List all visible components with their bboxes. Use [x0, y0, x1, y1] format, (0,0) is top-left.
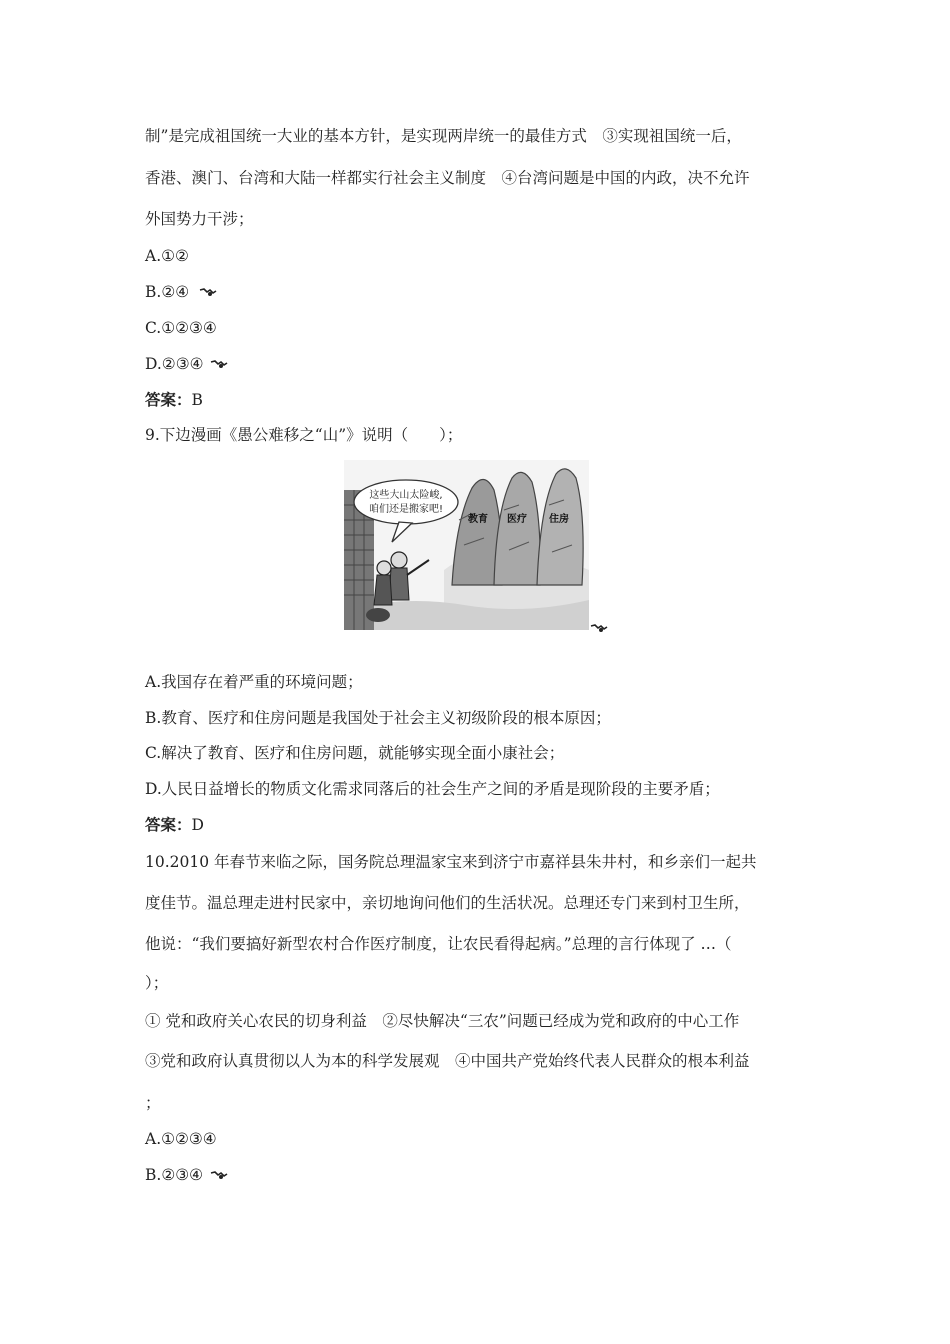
mountain-label-education: 教育 — [468, 514, 488, 525]
q10-text-line-6: ③党和政府认真贯彻以人为本的科学发展观 ④中国共产党始终代表人民群众的根本利益 — [145, 1052, 750, 1070]
q8-option-c: C.①②③④ — [145, 319, 217, 337]
scribble-mark-icon — [590, 623, 608, 633]
q9-option-b: B.教育、医疗和住房问题是我国处于社会主义初级阶段的根本原因； — [145, 709, 611, 727]
q8-option-d: D.②③④ — [145, 355, 204, 373]
q10-option-a: A.①②③④ — [145, 1130, 217, 1148]
scribble-mark-icon — [199, 287, 217, 297]
q9-option-c: C.解决了教育、医疗和住房问题，就能够实现全面小康社会； — [145, 744, 565, 762]
q10-text-line-4: ）； — [145, 974, 169, 992]
q10-option-b: B.②③④ — [145, 1166, 204, 1184]
q9-option-a: A.我国存在着严重的环境问题； — [145, 673, 363, 691]
scribble-mark-icon — [210, 359, 228, 369]
q9-option-d: D.人民日益增长的物质文化需求同落后的社会生产之间的矛盾是现阶段的主要矛盾； — [145, 780, 720, 798]
mountain-label-medical: 医疗 — [507, 514, 527, 525]
q8-answer — [145, 389, 203, 411]
q10-text-line-7: ； — [145, 1094, 161, 1112]
q8-option-b: B.②④ — [145, 283, 190, 301]
answer-label: 答案： — [145, 391, 192, 409]
q8-text-line-2: 香港、澳门、台湾和大陆一样都实行社会主义制度 ④台湾问题是中国的内政，决不允许 — [145, 169, 750, 187]
answer-value: B — [191, 391, 203, 409]
q9-stem: 9.下边漫画《愚公难移之“山”》说明（ ）； — [145, 426, 463, 444]
q8-text-line-3: 外国势力干涉； — [145, 210, 254, 228]
q10-text-line-1: 10.2010 年春节来临之际，国务院总理温家宝来到济宁市嘉祥县朱井村，和乡亲们一起共 — [145, 853, 757, 871]
q9-answer — [145, 814, 204, 836]
q10-text-line-3: 他说：“我们要搞好新型农村合作医疗制度，让农民看得起病。”总理的言行体现了 …（ — [145, 935, 732, 953]
q10-text-line-2: 度佳节。温总理走进村民家中，亲切地询问他们的生活状况。总理还专门来到村卫生所， — [145, 894, 750, 912]
comic-illustration — [344, 460, 589, 630]
scribble-mark-icon — [210, 1170, 228, 1180]
q8-text-line-1: 制”是完成祖国统一大业的基本方针，是实现两岸统一的最佳方式 ③实现祖国统一后， — [145, 127, 742, 145]
mountain-label-housing: 住房 — [549, 514, 569, 525]
q10-text-line-5: ① 党和政府关心农民的切身利益 ②尽快解决“三农”问题已经成为党和政府的中心工作 — [145, 1012, 740, 1030]
speech-line-2: 咱们还是搬家吧! — [368, 504, 444, 515]
answer-label: 答案： — [145, 816, 192, 834]
q8-option-a: A.①② — [145, 247, 189, 265]
answer-value: D — [191, 816, 204, 834]
speech-line-1: 这些大山太险峻, — [369, 490, 443, 501]
